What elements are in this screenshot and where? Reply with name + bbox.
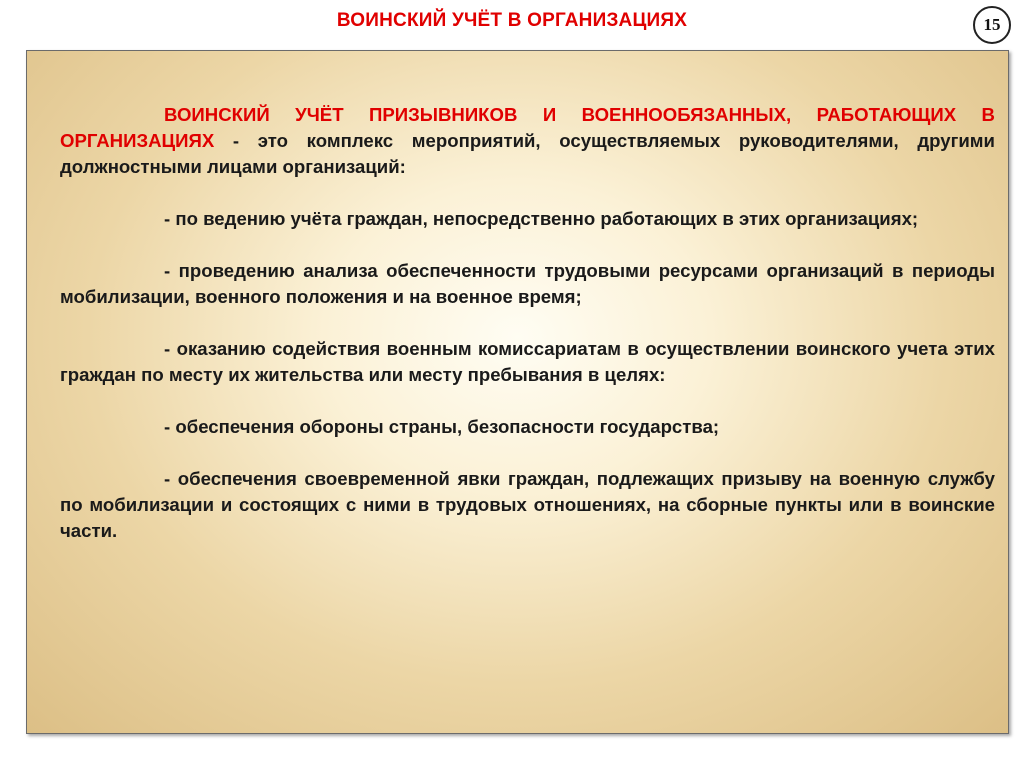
definition-term: ВОИНСКИЙ УЧЁТ ПРИЗЫВНИКОВ И ВОЕННООБЯЗАННЫХ, РАБОТАЮЩИХ В ОРГАНИЗАЦИЯХ (60, 104, 995, 151)
definition-text: - это комплекс мероприятий, осуществляемых руководителями, другими должностными лицами организаций: (60, 130, 995, 177)
list-item: - обеспечения своевременной явки граждан, подлежащих призыву на военную службу по мобилизации и состоящих с ними в трудовых отношениях, на сборные пункты или в воинские части. (60, 468, 995, 541)
page-number-badge: 15 (973, 6, 1011, 44)
page-title: ВОИНСКИЙ УЧЁТ В ОРГАНИЗАЦИЯХ (336, 10, 688, 31)
content-panel (26, 50, 1009, 734)
definition-paragraph (60, 102, 995, 180)
list-item: - обеспечения обороны страны, безопасности государства; (164, 416, 720, 437)
list-item: - по ведению учёта граждан, непосредственно работающих в этих организациях; (164, 208, 919, 229)
list-item: - проведению анализа обеспеченности трудовыми ресурсами организаций в периоды мобилизации, военного положения и на военное время; (60, 260, 995, 307)
list-item: - оказанию содействия военным комиссариатам в осуществлении воинского учета этих граждан по месту их жительства или месту пребывания в целях: (60, 338, 995, 385)
body-text (60, 102, 995, 570)
